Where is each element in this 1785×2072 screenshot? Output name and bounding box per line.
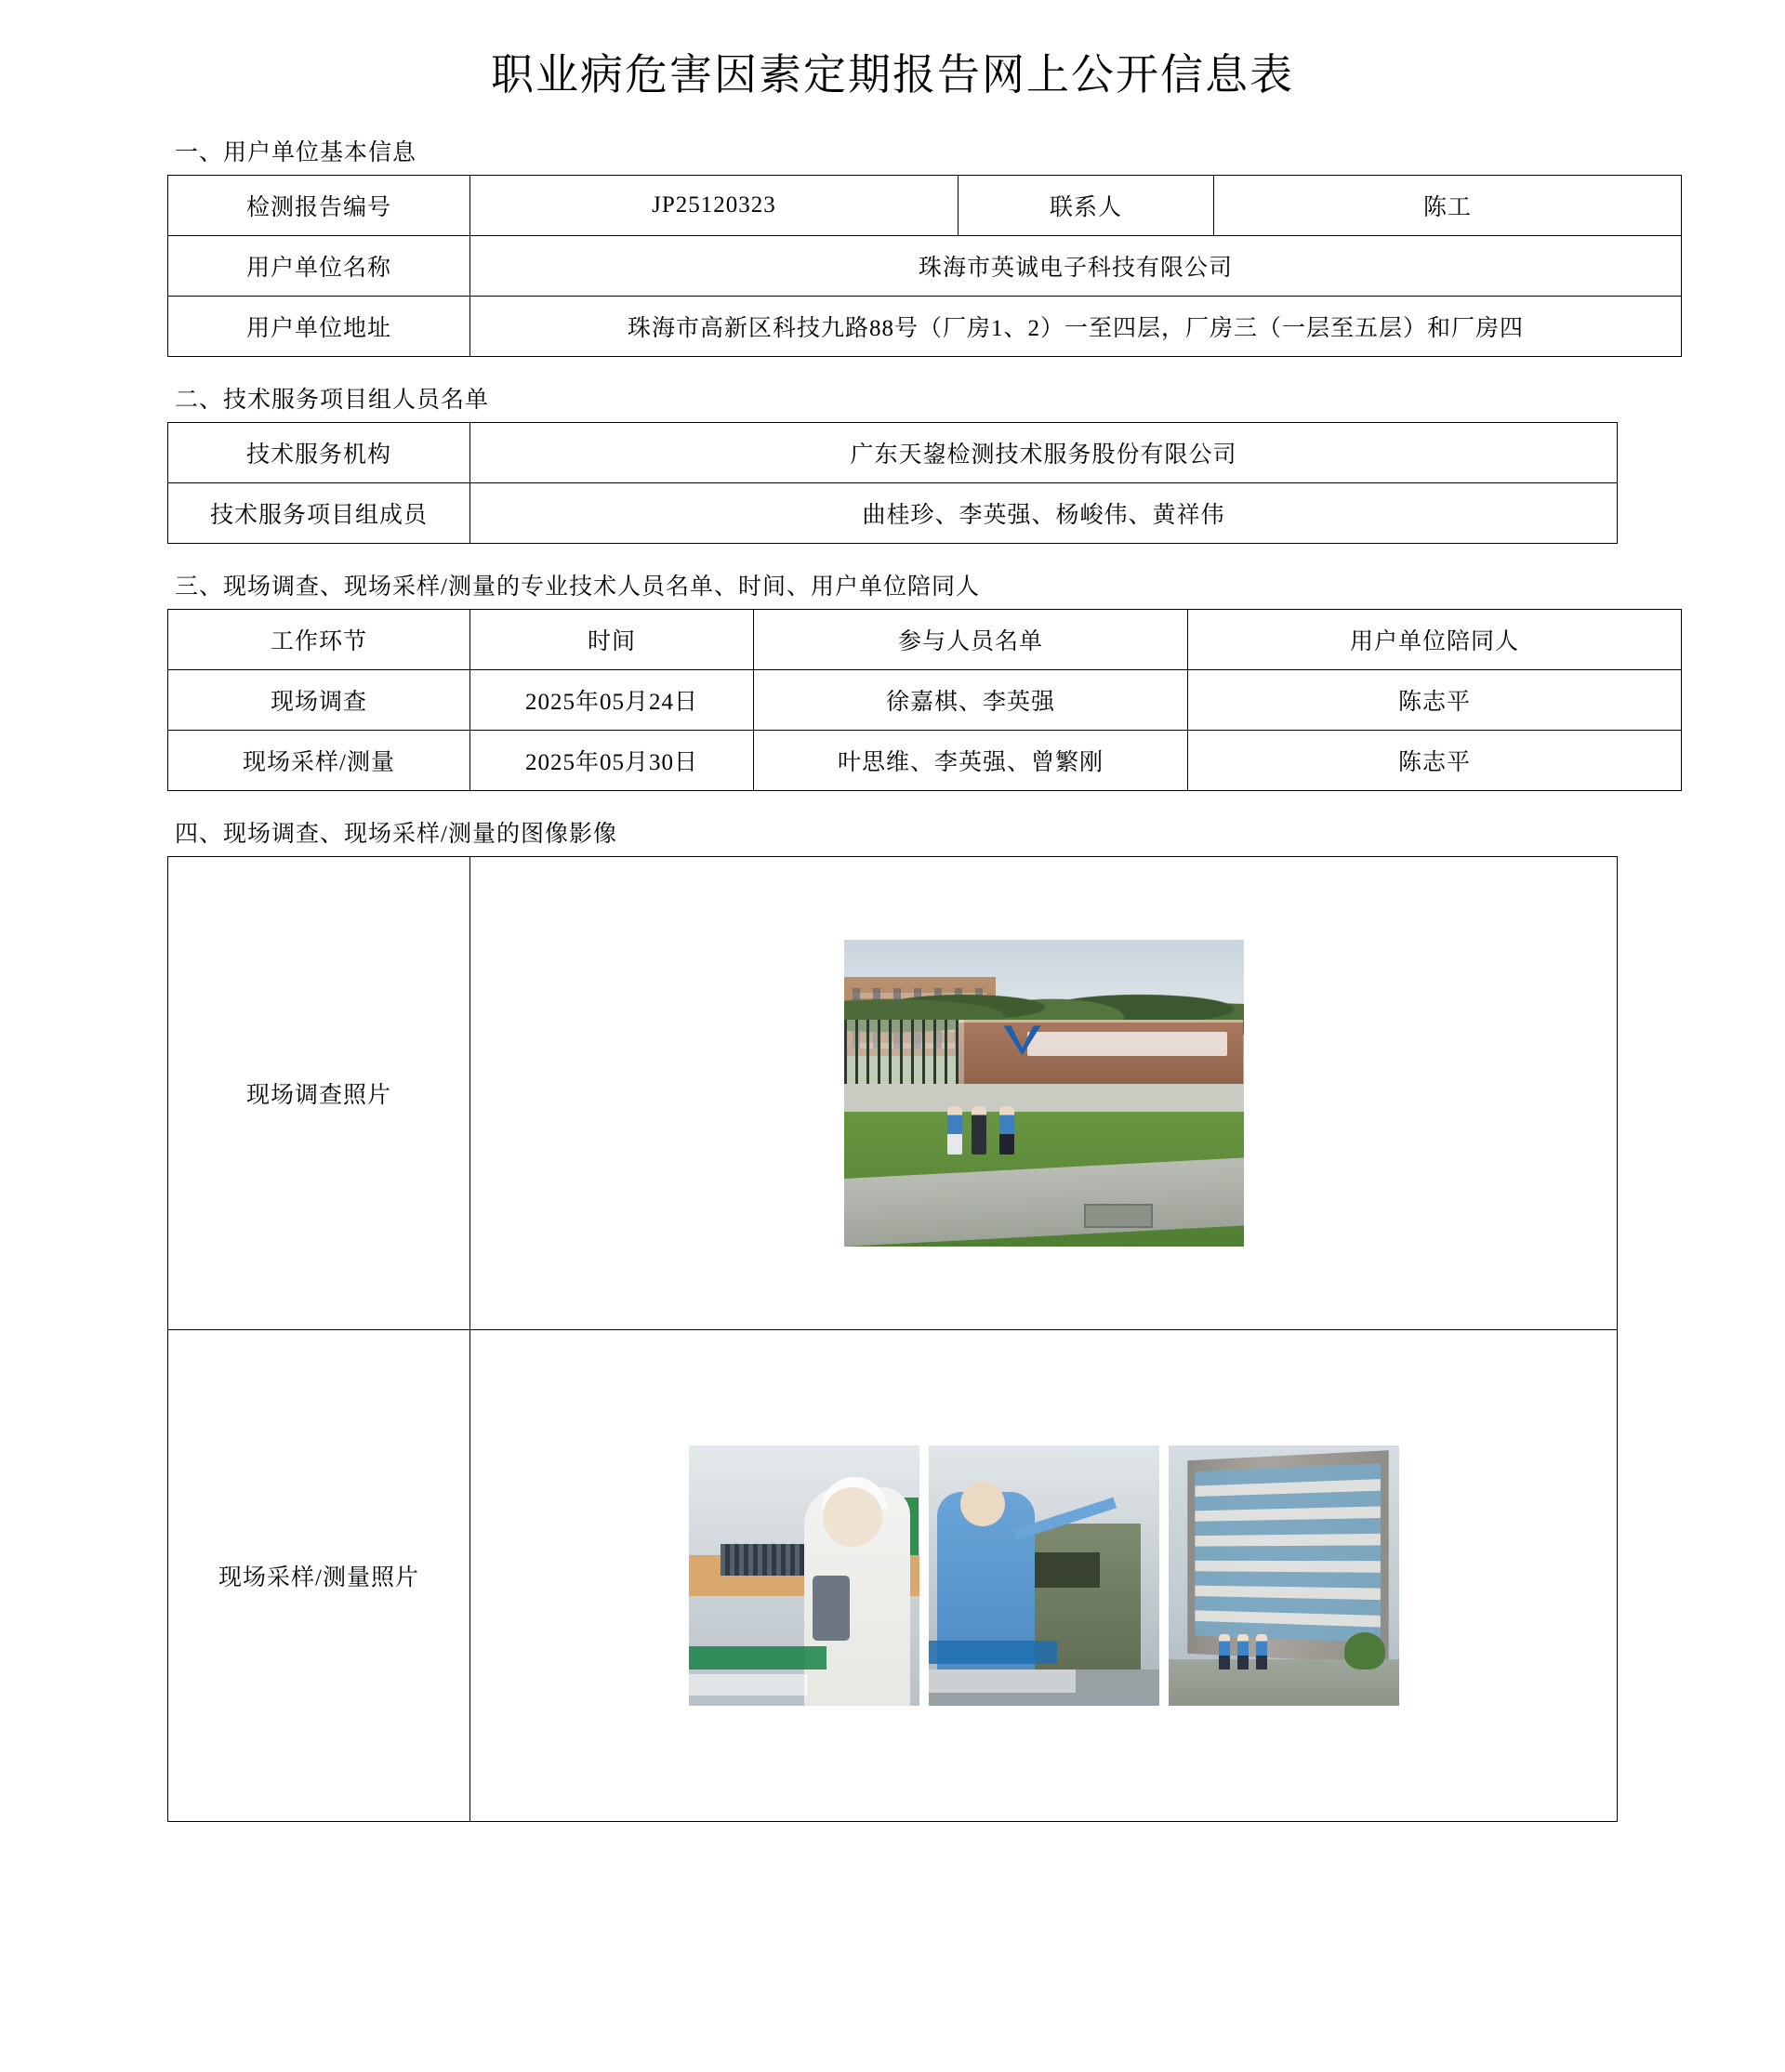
- sampling-photo-cell: [470, 1330, 1618, 1822]
- section-3-table: [167, 609, 1682, 791]
- column-header-date: 时间: [470, 610, 754, 670]
- service-org-value: 广东天鋆检测技术服务股份有限公司: [470, 423, 1618, 483]
- section-4-table: [167, 856, 1618, 1822]
- photo-caption-band: [929, 1669, 1077, 1693]
- table-row: [168, 670, 1682, 731]
- photo-path: [844, 1084, 1244, 1112]
- company-name-value: 珠海市英诚电子科技有限公司: [470, 236, 1682, 297]
- stage-value: 现场采样/测量: [168, 731, 470, 791]
- people-value: 徐嘉棋、李英强: [754, 670, 1188, 731]
- table-row: [168, 483, 1618, 544]
- company-name-label: 用户单位名称: [168, 236, 470, 297]
- photo-fence: [844, 1020, 964, 1093]
- photo-shrub: [1344, 1632, 1385, 1669]
- table-row: [168, 423, 1618, 483]
- page-title: 职业病危害因素定期报告网上公开信息表: [491, 51, 1294, 99]
- photo-sampling-device: [813, 1576, 850, 1641]
- photo-person: [1219, 1634, 1230, 1669]
- contact-person-value: 陈工: [1214, 176, 1682, 236]
- section-1-table: [167, 175, 1682, 357]
- section-2-table: [167, 422, 1618, 544]
- column-header-escort: 用户单位陪同人: [1188, 610, 1682, 670]
- escort-value: 陈志平: [1188, 731, 1682, 791]
- column-header-people: 参与人员名单: [754, 610, 1188, 670]
- service-org-label: 技术服务机构: [168, 423, 470, 483]
- table-row: [168, 297, 1682, 357]
- photo-person: [947, 1106, 962, 1155]
- machine-measurement-photo: [929, 1445, 1159, 1706]
- photo-person: [1237, 1634, 1249, 1669]
- table-row: [168, 731, 1682, 791]
- date-value: 2025年05月24日: [470, 670, 754, 731]
- section-4-heading: 四、现场调查、现场采样/测量的图像影像: [175, 822, 617, 847]
- report-number-value: JP25120323: [470, 176, 959, 236]
- escort-value: 陈志平: [1188, 670, 1682, 731]
- company-address-label: 用户单位地址: [168, 297, 470, 357]
- document-content: [167, 134, 1618, 1822]
- lab-sampling-photo: [689, 1445, 919, 1706]
- photo-person: [972, 1106, 986, 1155]
- section-3-heading: 三、现场调查、现场采样/测量的专业技术人员名单、时间、用户单位陪同人: [175, 574, 980, 600]
- photo-watermark-band: [929, 1641, 1058, 1664]
- photo-person: [1256, 1634, 1267, 1669]
- photo-watermark-band: [689, 1646, 827, 1669]
- photo-person: [999, 1106, 1014, 1155]
- survey-photo-container: [478, 940, 1609, 1247]
- table-row: [168, 857, 1618, 1330]
- project-members-value: 曲桂珍、李英强、杨峻伟、黄祥伟: [470, 483, 1618, 544]
- sampling-photo-container: [478, 1445, 1609, 1706]
- section-2-heading: 二、技术服务项目组人员名单: [175, 388, 490, 413]
- stage-value: 现场调查: [168, 670, 470, 731]
- date-value: 2025年05月30日: [470, 731, 754, 791]
- table-header-row: [168, 610, 1682, 670]
- people-value: 叶思维、李英强、曾繁刚: [754, 731, 1188, 791]
- report-number-label: 检测报告编号: [168, 176, 470, 236]
- contact-person-label: 联系人: [959, 176, 1214, 236]
- survey-photo-cell: [470, 857, 1618, 1330]
- company-address-value: 珠海市高新区科技九路88号（厂房1、2）一至四层，厂房三（一层至五层）和厂房四: [470, 297, 1682, 357]
- table-row: [168, 236, 1682, 297]
- photo-company-sign: [1027, 1032, 1227, 1056]
- column-header-stage: 工作环节: [168, 610, 470, 670]
- site-survey-gate-photo: [844, 940, 1244, 1247]
- table-row: [168, 1330, 1618, 1822]
- project-members-label: 技术服务项目组成员: [168, 483, 470, 544]
- photo-windows: [1195, 1464, 1380, 1643]
- sampling-photo-label: 现场采样/测量照片: [168, 1330, 470, 1822]
- table-row: [168, 176, 1682, 236]
- photo-caption-band: [689, 1674, 809, 1695]
- photo-worker-head: [823, 1487, 882, 1547]
- factory-building-photo: [1169, 1445, 1399, 1706]
- photo-drain: [1084, 1204, 1153, 1228]
- survey-photo-label: 现场调查照片: [168, 857, 470, 1330]
- section-1-heading: 一、用户单位基本信息: [175, 140, 417, 165]
